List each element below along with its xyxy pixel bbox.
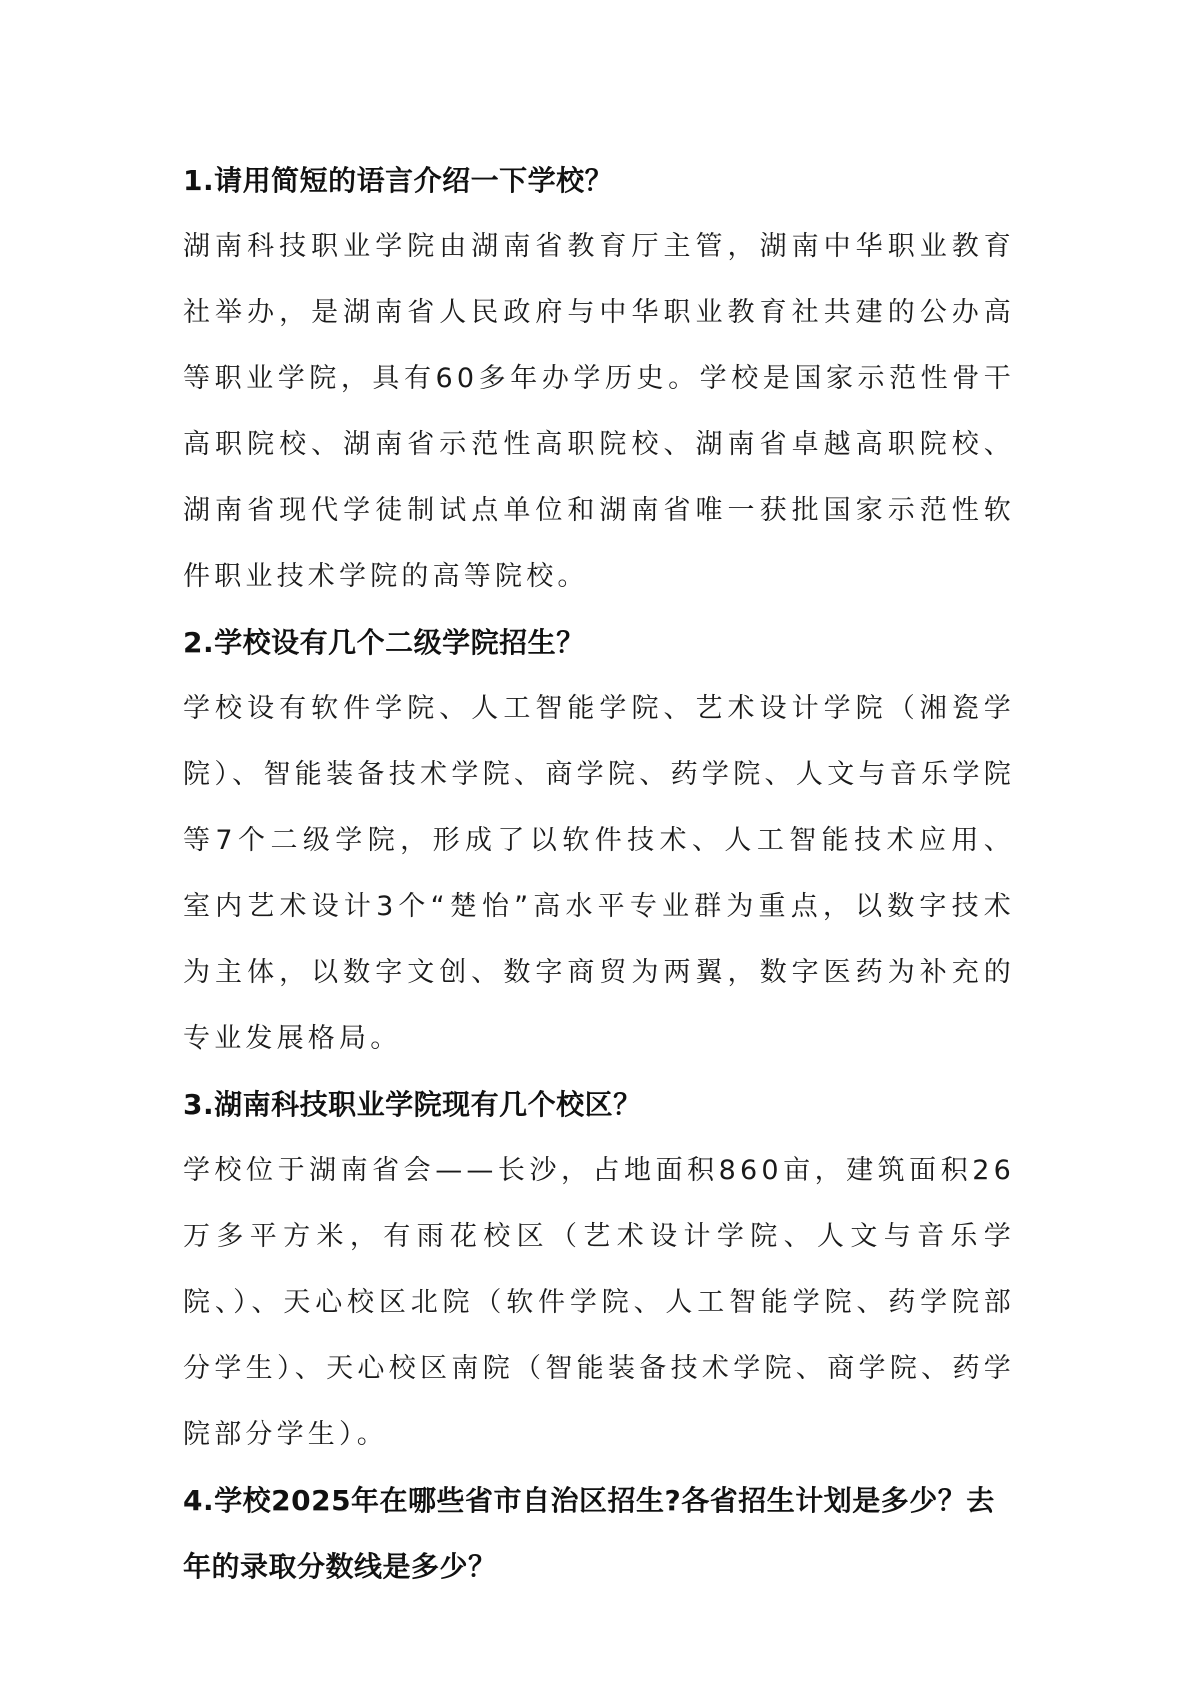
faq-question-4: 4.学校2025年在哪些省市自治区招生?各省招生计划是多少？去年的录取分数线是多少？ [183, 1484, 995, 1583]
faq-section-3 [183, 1072, 1015, 1468]
faq-section-2 [183, 610, 1015, 1072]
faq-answer-2: 学校设有软件学院、人工智能学院、艺术设计学院（湘瓷学院）、智能装备技术学院、商学院、药学院、人文与音乐学院等7个二级学院，形成了以软件技术、人工智能技术应用、室内艺术设计3个“楚怡”高水平专业群为重点，以数字技术为主体，以数字文创、数字商贸为两翼，数字医药为补充的专业发展格局。 [183, 693, 1015, 1054]
faq-section-4 [183, 1468, 1015, 1600]
document-body [183, 148, 1015, 1600]
faq-answer-1: 湖南科技职业学院由湖南省教育厅主管，湖南中华职业教育社举办，是湖南省人民政府与中华职业教育社共建的公办高等职业学院，具有60多年办学历史。学校是国家示范性骨干高职院校、湖南省示范性高职院校、湖南省卓越高职院校、湖南省现代学徒制试点单位和湖南省唯一获批国家示范性软件职业技术学院的高等院校。 [183, 231, 1015, 592]
faq-question-1: 1.请用简短的语言介绍一下学校？ [183, 164, 614, 197]
faq-question-2: 2.学校设有几个二级学院招生？ [183, 626, 585, 659]
faq-question-3: 3.湖南科技职业学院现有几个校区？ [183, 1088, 642, 1121]
faq-section-1 [183, 148, 1015, 610]
faq-answer-3: 学校位于湖南省会——长沙，占地面积860亩，建筑面积26万多平方米，有雨花校区（艺术设计学院、人文与音乐学院、）、天心校区北院（软件学院、人工智能学院、药学院部分学生）、天心校区南院（智能装备技术学院、商学院、药学院部分学生）。 [183, 1155, 1015, 1450]
